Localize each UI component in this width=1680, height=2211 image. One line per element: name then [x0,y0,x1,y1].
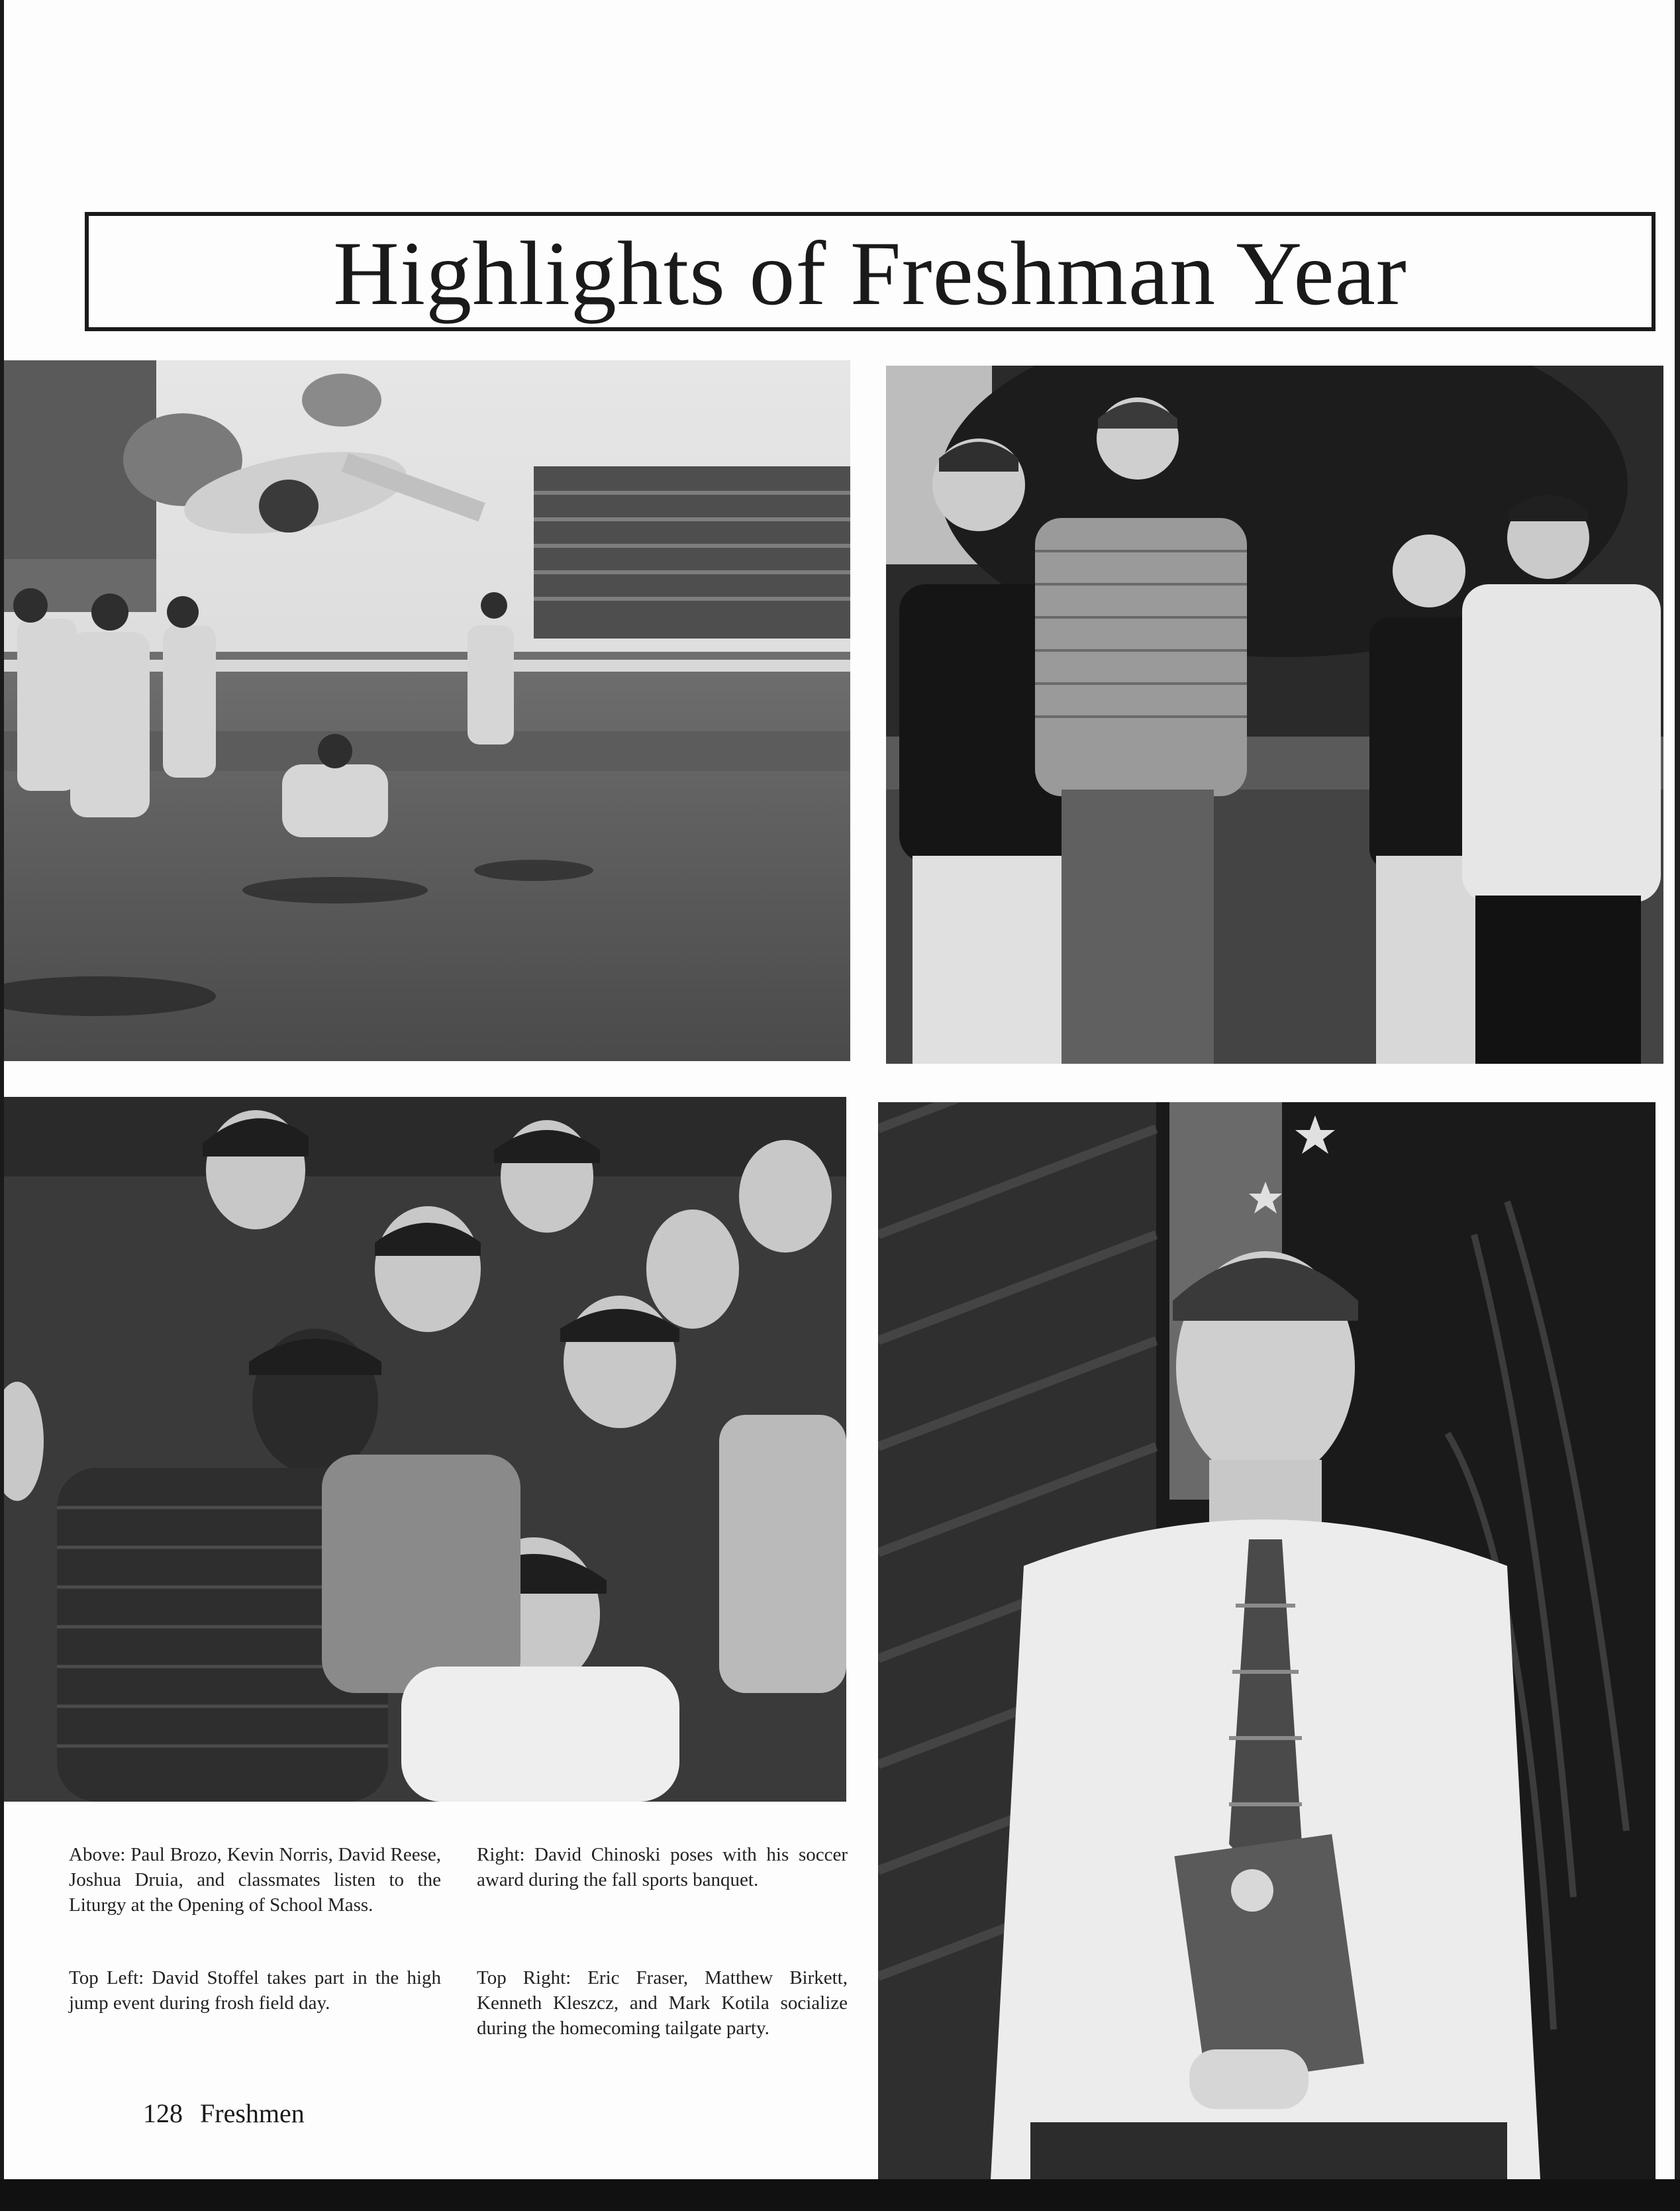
page-title: Highlights of Freshman Year [333,223,1407,324]
title-frame [85,212,1655,331]
caption-right: Right: David Chinoski poses with his soccer award during the fall sports banquet. [477,1844,848,1890]
caption-top-left: Top Left: David Stoffel takes part in the high jump event during frosh field day. [69,1967,441,2014]
scan-right-edge [1675,0,1680,2211]
high-jump-image [4,360,850,1061]
caption-top-right: Top Right: Eric Fraser, Matthew Birkett, Kenneth Kleszcz, and Mark Kotila socialize during the homecoming tailgate party. [477,1967,848,2039]
caption-above: Above: Paul Brozo, Kevin Norris, David Reese, Joshua Druia, and classmates listen to the Liturgy at the Opening of School Mass. [69,1844,441,1916]
page-folio [117,2067,305,2160]
photo-tailgate [886,366,1663,1064]
award-image [878,1102,1655,2179]
photo-mass [4,1097,846,1802]
mass-image [4,1097,846,1802]
scan-bottom-edge [0,2179,1680,2211]
tailgate-image [886,366,1663,1064]
section-name: Freshmen [200,2098,305,2128]
page-number: 128 [143,2098,183,2128]
photo-award [878,1102,1655,2179]
photo-high-jump [4,360,850,1061]
